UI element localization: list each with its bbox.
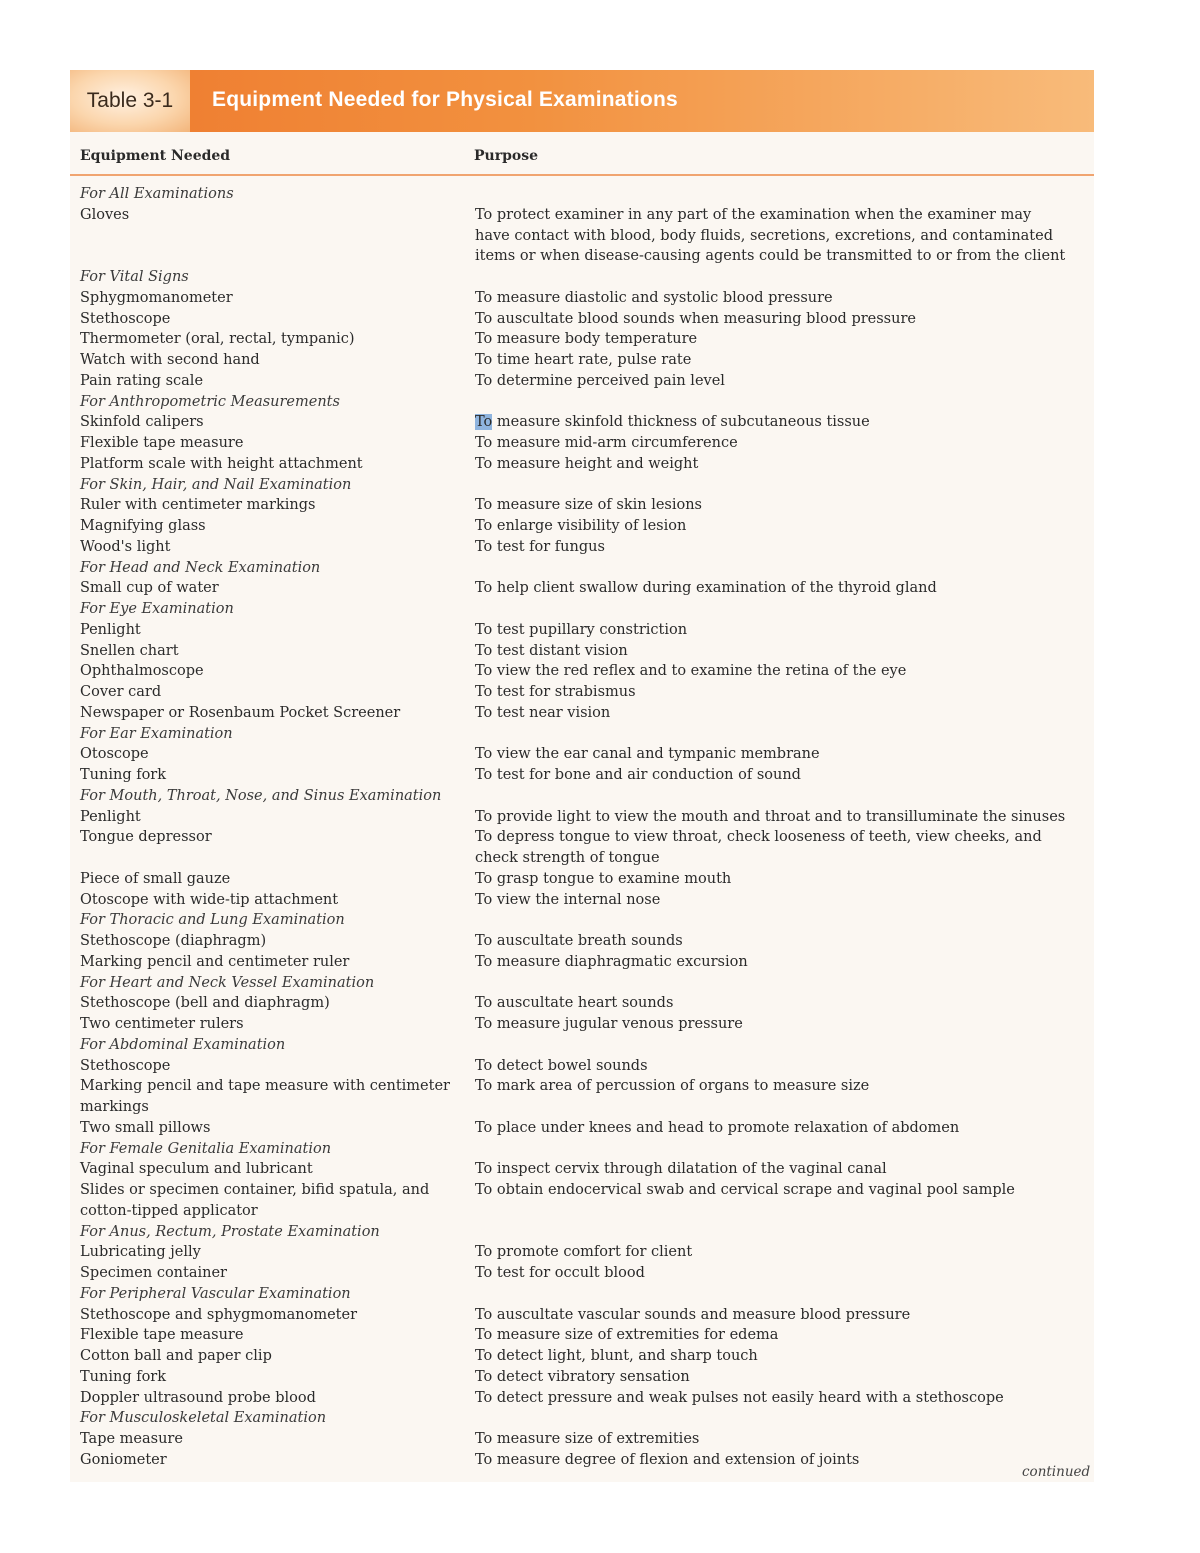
equipment-cell: Two small pillows <box>80 1119 211 1136</box>
purpose-cell: To measure mid-arm circumference <box>475 435 738 451</box>
equipment-cell: Ophthalmoscope <box>80 663 204 680</box>
equipment-cell: Ruler with centimeter markings <box>80 497 316 514</box>
purpose-cell: To view the ear canal and tympanic membrane <box>475 746 820 763</box>
purpose-cell: To measure diastolic and systolic blood pressure <box>475 289 833 306</box>
equipment-cell: Otoscope with wide-tip attachment <box>80 891 339 908</box>
purpose-cell: To detect light, blunt, and sharp touch <box>475 1348 758 1364</box>
table-row <box>80 288 1080 309</box>
equipment-cell: Tongue depressor <box>80 829 212 846</box>
equipment-cell: Goniometer <box>80 1451 167 1468</box>
purpose-cell: To view the internal nose <box>475 891 661 908</box>
purpose-text: measure skinfold thickness of subcutaneous tissue <box>496 414 870 431</box>
table-row <box>80 537 1080 558</box>
equipment-cell: Doppler ultrasound probe blood <box>80 1389 316 1406</box>
purpose-cell: To measure size of extremities for edema <box>475 1327 779 1344</box>
table-row <box>80 890 1080 911</box>
table-row <box>80 1056 1080 1077</box>
purpose-cell: To test distant vision <box>475 642 628 659</box>
equipment-cell: Skinfold calipers <box>80 414 204 431</box>
purpose-cell: To time heart rate, pulse rate <box>475 352 692 368</box>
column-header-equipment: Equipment Needed <box>80 148 231 164</box>
table-row <box>80 1367 1080 1388</box>
equipment-cell: Magnifying glass <box>80 518 206 534</box>
equipment-cell: Marking pencil and tape measure with centimeter markings <box>80 1078 450 1115</box>
purpose-cell: To test for occult blood <box>475 1265 645 1281</box>
equipment-cell: Tuning fork <box>80 1368 167 1385</box>
equipment-cell: Stethoscope (diaphragm) <box>80 933 267 949</box>
table-row <box>80 309 1080 330</box>
table-row <box>80 703 1080 724</box>
equipment-cell: Tape measure <box>80 1431 183 1447</box>
equipment-cell: Snellen chart <box>80 642 179 659</box>
table-row <box>80 869 1080 890</box>
section-heading: For Skin, Hair, and Nail Examination <box>80 476 352 493</box>
table-row <box>80 931 1080 952</box>
continued-note: continued <box>1022 1464 1091 1480</box>
equipment-cell: Lubricating jelly <box>80 1244 201 1261</box>
equipment-cell: Tuning fork <box>80 767 167 783</box>
equipment-cell: Thermometer (oral, rectal, tympanic) <box>80 331 355 348</box>
table-row <box>80 1242 1080 1263</box>
table-row <box>80 329 1080 350</box>
section-heading: For Abdominal Examination <box>80 1036 286 1053</box>
table-row <box>80 1180 1080 1222</box>
purpose-cell: To measure jugular venous pressure <box>475 1016 743 1032</box>
table-row <box>80 682 1080 703</box>
equipment-cell: Watch with second hand <box>80 352 260 368</box>
table-row <box>80 827 1080 869</box>
table-row <box>80 205 1080 267</box>
purpose-cell <box>475 412 1070 433</box>
purpose-cell: To test near vision <box>475 704 611 721</box>
purpose-cell: To measure body temperature <box>475 331 698 348</box>
purpose-cell: To detect vibratory sensation <box>475 1368 690 1385</box>
table-row <box>80 952 1080 973</box>
equipment-cell: Penlight <box>80 808 141 825</box>
table-row <box>80 1118 1080 1139</box>
equipment-cell: Stethoscope and sphygmomanometer <box>80 1306 358 1323</box>
section-heading: For Thoracic and Lung Examination <box>80 912 345 929</box>
table-row <box>80 1263 1080 1284</box>
purpose-cell: To test pupillary constriction <box>475 621 688 638</box>
table-row <box>80 765 1080 786</box>
purpose-cell: To enlarge visibility of lesion <box>475 518 687 534</box>
equipment-cell: Stethoscope <box>80 1057 171 1074</box>
table-banner <box>70 70 1094 132</box>
table-row <box>80 1076 1080 1118</box>
purpose-cell: To detect pressure and weak pulses not easily heard with a stethoscope <box>475 1389 1004 1406</box>
table-row <box>80 1450 1080 1471</box>
section-heading: For Anthropometric Measurements <box>80 393 340 410</box>
table-row <box>80 495 1080 516</box>
table-row <box>80 1346 1080 1367</box>
table-body <box>80 184 1080 1471</box>
table-title: Equipment Needed for Physical Examinations <box>212 88 678 111</box>
table-row <box>80 350 1080 371</box>
purpose-cell: To obtain endocervical swab and cervical scrape and vaginal pool sample <box>475 1182 1015 1198</box>
purpose-cell: To test for fungus <box>475 538 605 555</box>
table-row <box>80 578 1080 599</box>
table-row <box>80 641 1080 662</box>
section-heading: For Mouth, Throat, Nose, and Sinus Examination <box>80 787 442 804</box>
equipment-cell: Penlight <box>80 621 141 638</box>
equipment-cell: Otoscope <box>80 746 149 763</box>
equipment-cell: Cotton ball and paper clip <box>80 1348 272 1364</box>
table-row <box>80 620 1080 641</box>
equipment-cell: Gloves <box>80 206 130 223</box>
equipment-cell: Specimen container <box>80 1265 227 1281</box>
purpose-cell: To measure size of skin lesions <box>475 497 702 514</box>
purpose-cell: To measure diaphragmatic excursion <box>475 953 748 970</box>
section-heading: For Ear Examination <box>80 725 233 742</box>
table-row <box>80 433 1080 454</box>
purpose-cell: To mark area of percussion of organs to measure size <box>475 1078 870 1095</box>
section-heading: For Head and Neck Examination <box>80 559 321 576</box>
purpose-cell: To measure size of extremities <box>475 1431 700 1447</box>
purpose-cell: To view the red reflex and to examine the retina of the eye <box>475 663 907 680</box>
purpose-cell: To depress tongue to view throat, check looseness of teeth, view cheeks, and check strength of tongue <box>475 829 1042 866</box>
section-heading: For Peripheral Vascular Examination <box>80 1285 351 1302</box>
purpose-cell: To measure degree of flexion and extension of joints <box>475 1451 860 1468</box>
column-header-row <box>70 132 1094 176</box>
table-row <box>80 1014 1080 1035</box>
equipment-cell: Cover card <box>80 684 162 700</box>
table-row <box>80 412 1080 433</box>
section-heading: For Eye Examination <box>80 601 234 617</box>
equipment-cell: Slides or specimen container, bifid spatula, and cotton-tipped applicator <box>80 1182 430 1219</box>
purpose-cell: To place under knees and head to promote relaxation of abdomen <box>475 1119 960 1136</box>
table-row <box>80 516 1080 537</box>
equipment-cell: Stethoscope <box>80 310 171 327</box>
equipment-cell: Stethoscope (bell and diaphragm) <box>80 995 330 1012</box>
section-heading: For Musculoskeletal Examination <box>80 1410 327 1427</box>
section-heading: For Anus, Rectum, Prostate Examination <box>80 1223 380 1240</box>
purpose-cell: To auscultate vascular sounds and measure blood pressure <box>475 1306 911 1323</box>
table-number: Table 3-1 <box>70 70 190 132</box>
equipment-cell: Flexible tape measure <box>80 1327 244 1344</box>
section-heading: For All Examinations <box>80 186 234 202</box>
table-row <box>80 1429 1080 1450</box>
purpose-cell: To auscultate heart sounds <box>475 995 674 1012</box>
table-row <box>80 661 1080 682</box>
equipment-cell: Wood's light <box>80 538 171 555</box>
table-row <box>80 1388 1080 1409</box>
purpose-cell: To auscultate breath sounds <box>475 933 683 949</box>
equipment-cell: Newspaper or Rosenbaum Pocket Screener <box>80 704 401 721</box>
purpose-cell: To auscultate blood sounds when measuring blood pressure <box>475 310 916 327</box>
purpose-cell: To test for bone and air conduction of sound <box>475 767 801 783</box>
equipment-cell: Marking pencil and centimeter ruler <box>80 953 350 970</box>
equipment-cell: Flexible tape measure <box>80 435 244 451</box>
equipment-cell: Platform scale with height attachment <box>80 455 363 472</box>
table-row <box>80 1305 1080 1326</box>
section-heading: For Female Genitalia Examination <box>80 1140 332 1157</box>
table-row <box>80 454 1080 475</box>
purpose-cell: To test for strabismus <box>475 684 636 700</box>
table-row <box>80 1159 1080 1180</box>
purpose-cell: To detect bowel sounds <box>475 1057 648 1074</box>
column-header-purpose: Purpose <box>474 148 538 164</box>
purpose-cell: To promote comfort for client <box>475 1244 693 1261</box>
section-heading: For Heart and Neck Vessel Examination <box>80 974 375 991</box>
equipment-cell: Small cup of water <box>80 580 219 597</box>
equipment-cell: Vaginal speculum and lubricant <box>80 1161 313 1178</box>
table-row <box>80 371 1080 392</box>
table-row <box>80 1325 1080 1346</box>
purpose-cell: To protect examiner in any part of the examination when the examiner may have contact with blood, body fluids, secretions, excretions, and contaminated items or when disease-causing agents could be transmitted to or from the client <box>475 206 1066 265</box>
equipment-cell: Pain rating scale <box>80 372 204 389</box>
table-row <box>80 993 1080 1014</box>
purpose-cell: To inspect cervix through dilatation of the vaginal canal <box>475 1161 887 1178</box>
table-row <box>80 807 1080 828</box>
section-heading: For Vital Signs <box>80 269 189 285</box>
equipment-cell: Sphygmomanometer <box>80 289 233 306</box>
purpose-cell: To provide light to view the mouth and throat and to transilluminate the sinuses <box>475 808 1066 825</box>
purpose-cell: To measure height and weight <box>475 455 699 472</box>
table-row <box>80 744 1080 765</box>
purpose-cell: To determine perceived pain level <box>475 372 725 389</box>
equipment-cell: Two centimeter rulers <box>80 1016 244 1032</box>
purpose-cell: To help client swallow during examination of the thyroid gland <box>475 580 937 597</box>
highlighted-word: To <box>475 414 493 431</box>
equipment-cell: Piece of small gauze <box>80 870 231 887</box>
purpose-cell: To grasp tongue to examine mouth <box>475 870 732 887</box>
